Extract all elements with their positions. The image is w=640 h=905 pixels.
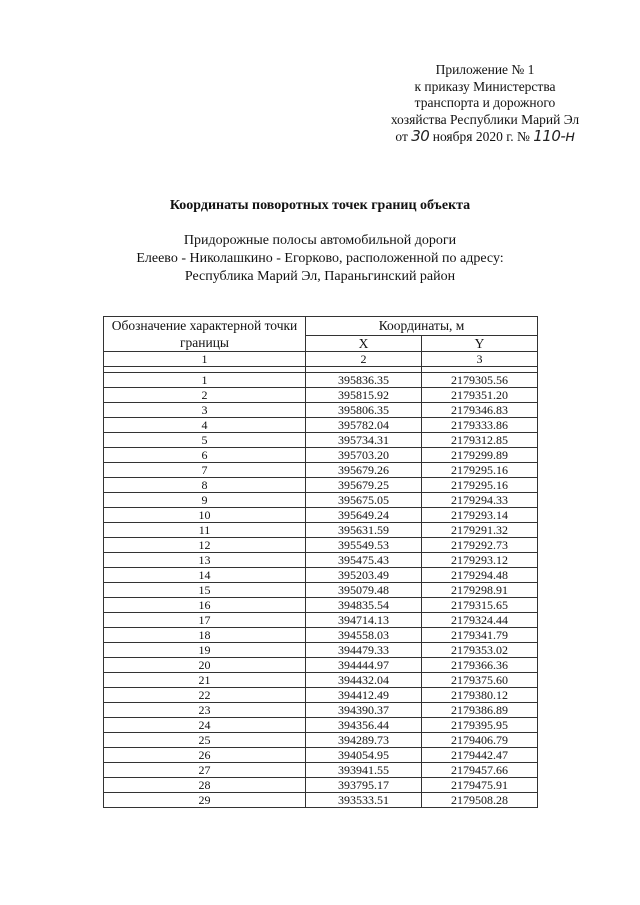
table-row	[104, 523, 538, 538]
point-number-cell: 23	[104, 703, 306, 718]
date-prefix: от	[395, 129, 408, 144]
y-coordinate-cell: 2179457.66	[422, 763, 538, 778]
y-coordinate-cell: 2179341.79	[422, 628, 538, 643]
point-number-cell: 24	[104, 718, 306, 733]
order-number-handwritten: 110-н	[533, 127, 575, 145]
point-number-cell: 9	[104, 493, 306, 508]
y-coordinate-cell: 2179293.14	[422, 508, 538, 523]
column-number-3: 3	[422, 352, 538, 367]
point-number-cell: 19	[104, 643, 306, 658]
table-row	[104, 613, 538, 628]
table-row	[104, 628, 538, 643]
point-number-cell: 27	[104, 763, 306, 778]
table-row	[104, 568, 538, 583]
x-coordinate-cell: 395679.25	[306, 478, 422, 493]
point-number-cell: 8	[104, 478, 306, 493]
y-coordinate-cell: 2179386.89	[422, 703, 538, 718]
table-row	[104, 598, 538, 613]
point-number-cell: 22	[104, 688, 306, 703]
table-row	[104, 553, 538, 568]
appendix-line-2: к приказу Министерства	[414, 78, 556, 94]
x-coordinate-cell: 394432.04	[306, 673, 422, 688]
table-row	[104, 463, 538, 478]
y-coordinate-cell: 2179351.20	[422, 388, 538, 403]
table-row	[104, 778, 538, 793]
y-coordinate-cell: 2179312.85	[422, 433, 538, 448]
x-coordinate-cell: 394479.33	[306, 643, 422, 658]
y-coordinate-cell: 2179406.79	[422, 733, 538, 748]
table-row	[104, 583, 538, 598]
point-number-cell: 4	[104, 418, 306, 433]
x-coordinate-cell: 395782.04	[306, 418, 422, 433]
point-number-cell: 13	[104, 553, 306, 568]
y-coordinate-cell: 2179299.89	[422, 448, 538, 463]
point-number-cell: 18	[104, 628, 306, 643]
x-coordinate-cell: 395649.24	[306, 508, 422, 523]
x-coordinate-cell: 395079.48	[306, 583, 422, 598]
table-row	[104, 703, 538, 718]
x-coordinate-cell: 395703.20	[306, 448, 422, 463]
point-number-cell: 21	[104, 673, 306, 688]
y-coordinate-cell: 2179293.12	[422, 553, 538, 568]
point-number-cell: 25	[104, 733, 306, 748]
table-row	[104, 433, 538, 448]
x-coordinate-cell: 394412.49	[306, 688, 422, 703]
table-header-row	[104, 317, 538, 336]
point-number-cell: 3	[104, 403, 306, 418]
x-coordinate-cell: 395806.35	[306, 403, 422, 418]
header-x: X	[306, 335, 422, 351]
point-number-cell: 29	[104, 793, 306, 808]
point-number-cell: 26	[104, 748, 306, 763]
point-number-cell: 10	[104, 508, 306, 523]
x-coordinate-cell: 393533.51	[306, 793, 422, 808]
table-row	[104, 658, 538, 673]
point-number-cell: 11	[104, 523, 306, 538]
table-row	[104, 388, 538, 403]
y-coordinate-cell: 2179295.16	[422, 478, 538, 493]
x-coordinate-cell: 395475.43	[306, 553, 422, 568]
x-coordinate-cell: 394444.97	[306, 658, 422, 673]
point-number-cell: 14	[104, 568, 306, 583]
point-number-cell: 20	[104, 658, 306, 673]
y-coordinate-cell: 2179324.44	[422, 613, 538, 628]
y-coordinate-cell: 2179353.02	[422, 643, 538, 658]
y-coordinate-cell: 2179333.86	[422, 418, 538, 433]
appendix-date-line	[365, 128, 605, 146]
point-number-cell: 5	[104, 433, 306, 448]
column-number-2: 2	[306, 352, 422, 367]
y-coordinate-cell: 2179294.48	[422, 568, 538, 583]
table-row	[104, 748, 538, 763]
table-row	[104, 673, 538, 688]
point-number-cell: 2	[104, 388, 306, 403]
x-coordinate-cell: 393941.55	[306, 763, 422, 778]
y-coordinate-cell: 2179298.91	[422, 583, 538, 598]
table-row	[104, 793, 538, 808]
point-number-cell: 1	[104, 373, 306, 388]
x-coordinate-cell: 395203.49	[306, 568, 422, 583]
y-coordinate-cell: 2179475.91	[422, 778, 538, 793]
x-coordinate-cell: 395675.05	[306, 493, 422, 508]
table-row	[104, 418, 538, 433]
table-row	[104, 763, 538, 778]
table-row	[104, 373, 538, 388]
point-number-cell: 6	[104, 448, 306, 463]
y-coordinate-cell: 2179291.32	[422, 523, 538, 538]
table-row	[104, 688, 538, 703]
x-coordinate-cell: 395549.53	[306, 538, 422, 553]
y-coordinate-cell: 2179508.28	[422, 793, 538, 808]
y-coordinate-cell: 2179346.83	[422, 403, 538, 418]
header-coordinates: Координаты, м	[306, 317, 538, 336]
y-coordinate-cell: 2179375.60	[422, 673, 538, 688]
date-rest: ноября 2020 г. №	[432, 129, 530, 144]
table-column-numbers-row	[104, 352, 538, 367]
table-row	[104, 403, 538, 418]
x-coordinate-cell: 395734.31	[306, 433, 422, 448]
x-coordinate-cell: 395631.59	[306, 523, 422, 538]
y-coordinate-cell: 2179295.16	[422, 463, 538, 478]
table-row	[104, 718, 538, 733]
appendix-header	[365, 62, 605, 146]
y-coordinate-cell: 2179395.95	[422, 718, 538, 733]
point-number-cell: 17	[104, 613, 306, 628]
header-point-designation: Обозначение характерной точки границы	[104, 317, 306, 352]
subtitle-line-2: Елеево - Николашкино - Егорково, расположенной по адресу:	[136, 251, 504, 266]
y-coordinate-cell: 2179292.73	[422, 538, 538, 553]
x-coordinate-cell: 394054.95	[306, 748, 422, 763]
subtitle-line-1: Придорожные полосы автомобильной дороги	[183, 233, 457, 248]
point-number-cell: 15	[104, 583, 306, 598]
header-y: Y	[422, 335, 538, 351]
date-day-handwritten: 30	[411, 127, 430, 145]
table-row	[104, 478, 538, 493]
document-title: Координаты поворотных точек границ объекта	[169, 198, 471, 213]
point-number-cell: 28	[104, 778, 306, 793]
appendix-line-4: хозяйства Республики Марий Эл	[390, 111, 580, 127]
y-coordinate-cell: 2179366.36	[422, 658, 538, 673]
y-coordinate-cell: 2179380.12	[422, 688, 538, 703]
y-coordinate-cell: 2179442.47	[422, 748, 538, 763]
appendix-line-3: транспорта и дорожного	[414, 95, 556, 110]
x-coordinate-cell: 394289.73	[306, 733, 422, 748]
y-coordinate-cell: 2179305.56	[422, 373, 538, 388]
x-coordinate-cell: 395815.92	[306, 388, 422, 403]
subtitle-line-3: Республика Марий Эл, Параньгинский район	[184, 269, 456, 284]
x-coordinate-cell: 394835.54	[306, 598, 422, 613]
table-row	[104, 508, 538, 523]
table-row	[104, 448, 538, 463]
y-coordinate-cell: 2179294.33	[422, 493, 538, 508]
table-row	[104, 643, 538, 658]
x-coordinate-cell: 394714.13	[306, 613, 422, 628]
x-coordinate-cell: 393795.17	[306, 778, 422, 793]
x-coordinate-cell: 395836.35	[306, 373, 422, 388]
point-number-cell: 12	[104, 538, 306, 553]
x-coordinate-cell: 394356.44	[306, 718, 422, 733]
table-row	[104, 733, 538, 748]
y-coordinate-cell: 2179315.65	[422, 598, 538, 613]
table-row	[104, 538, 538, 553]
column-number-1: 1	[104, 352, 306, 367]
point-number-cell: 7	[104, 463, 306, 478]
coordinates-table	[103, 316, 538, 808]
x-coordinate-cell: 394390.37	[306, 703, 422, 718]
point-number-cell: 16	[104, 598, 306, 613]
table-row	[104, 493, 538, 508]
x-coordinate-cell: 395679.26	[306, 463, 422, 478]
appendix-line-1: Приложение № 1	[435, 62, 535, 77]
document-subtitle	[0, 232, 640, 286]
x-coordinate-cell: 394558.03	[306, 628, 422, 643]
